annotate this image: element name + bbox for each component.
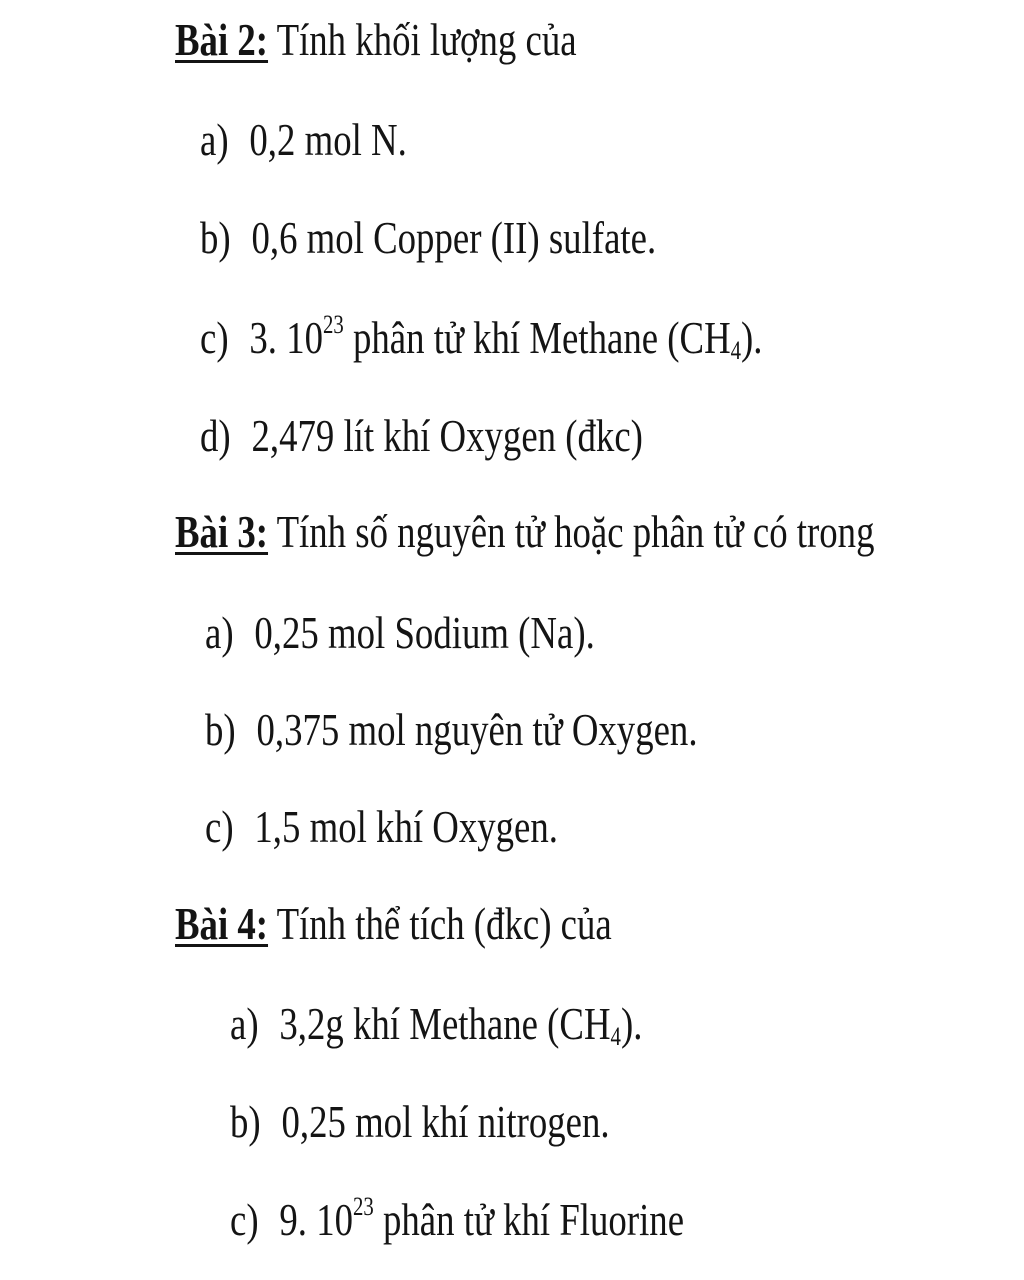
bai4-item-c-post: phân tử khí Fluorine xyxy=(373,1194,685,1245)
bai2-item-a-marker: a) xyxy=(200,114,229,165)
bai3-title: Tính số nguyên tử hoặc phân tử có trong xyxy=(276,506,875,557)
bai2-item-c-exponent: 23 xyxy=(323,310,344,339)
bai3-item-b-marker: b) xyxy=(205,704,236,755)
bai3-item-c-text: 1,5 mol khí Oxygen. xyxy=(254,801,558,852)
bai4-item-c-pre: 9. 10 xyxy=(279,1194,353,1245)
bai3-item-a xyxy=(205,603,595,663)
bai2-item-c-post: ). xyxy=(741,312,763,363)
bai2-item-c-mid: phân tử khí Methane (CH xyxy=(343,312,731,363)
bai4-item-a-pre: 3,2g khí Methane (CH xyxy=(279,998,611,1049)
bai4-item-a-marker: a) xyxy=(230,998,259,1049)
bai3-item-a-text: 0,25 mol Sodium (Na). xyxy=(254,607,595,658)
bai2-item-a xyxy=(200,110,407,170)
bai3-heading xyxy=(175,502,874,562)
bai2-heading xyxy=(175,10,577,70)
bai4-item-a-post: ). xyxy=(620,998,643,1049)
bai3-item-b xyxy=(205,700,698,760)
bai2-title: Tính khối lượng của xyxy=(276,14,577,65)
bai3-label: Bài 3: xyxy=(175,506,269,557)
bai2-item-d-text: 2,479 lít khí Oxygen (đkc) xyxy=(251,410,643,461)
bai4-item-b-text: 0,25 mol khí nitrogen. xyxy=(281,1096,610,1147)
bai4-title: Tính thể tích (đkc) của xyxy=(276,898,612,949)
bai3-item-c-marker: c) xyxy=(205,801,234,852)
bai2-item-c-marker: c) xyxy=(200,312,229,363)
bai4-item-b-marker: b) xyxy=(230,1096,261,1147)
bai2-item-b xyxy=(200,208,656,268)
bai2-label: Bài 2: xyxy=(175,14,269,65)
bai3-item-b-text: 0,375 mol nguyên tử Oxygen. xyxy=(256,704,698,755)
bai2-item-c xyxy=(200,308,763,368)
bai2-item-c-subscript: 4 xyxy=(730,336,742,365)
bai4-item-c-exponent: 23 xyxy=(353,1192,374,1221)
bai3-item-a-marker: a) xyxy=(205,607,234,658)
bai4-item-c-marker: c) xyxy=(230,1194,259,1245)
bai4-label: Bài 4: xyxy=(175,898,269,949)
bai2-item-a-text: 0,2 mol N. xyxy=(249,114,407,165)
bai4-item-c xyxy=(230,1190,684,1250)
bai2-item-b-text: 0,6 mol Copper (II) sulfate. xyxy=(251,212,657,263)
bai4-heading xyxy=(175,894,612,954)
bai4-item-b xyxy=(230,1092,610,1152)
bai4-item-a-subscript: 4 xyxy=(610,1022,621,1051)
bai2-item-d xyxy=(200,406,643,466)
bai2-item-c-pre: 3. 10 xyxy=(249,312,323,363)
bai2-item-d-marker: d) xyxy=(200,410,231,461)
bai3-item-c xyxy=(205,797,558,857)
bai2-item-b-marker: b) xyxy=(200,212,231,263)
bai4-item-a xyxy=(230,994,642,1054)
